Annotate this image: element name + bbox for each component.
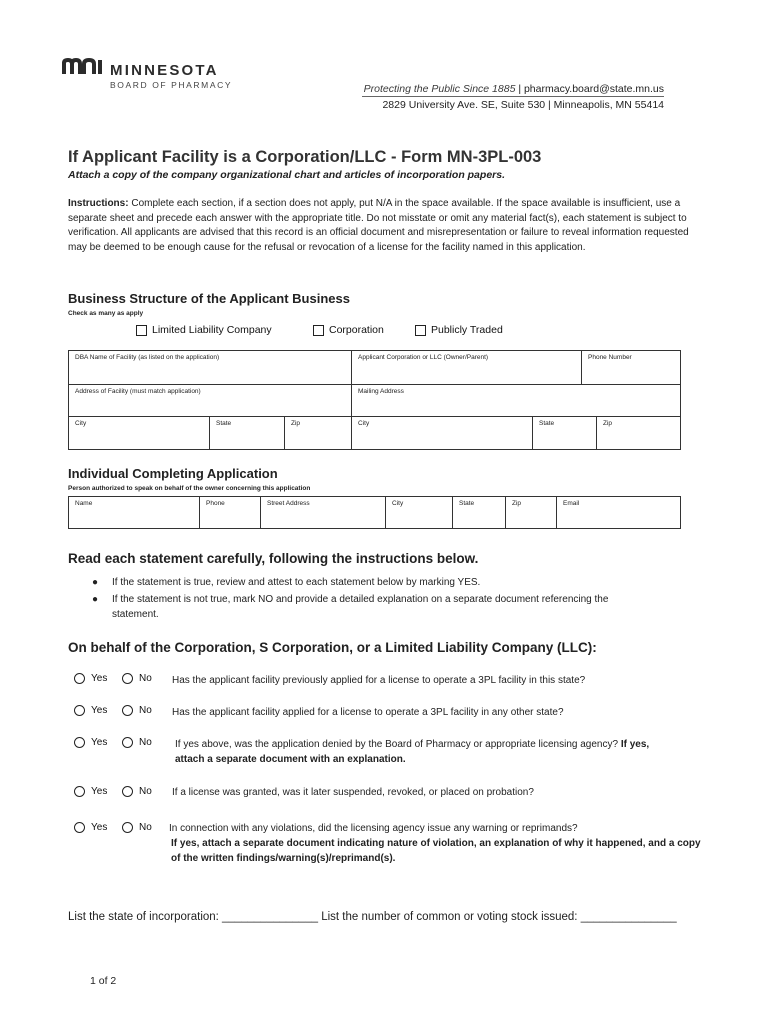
bullet-text: If the statement is true, review and attest to each statement below by marking YES.	[112, 577, 481, 588]
name-field[interactable]	[69, 497, 200, 528]
phone-label: Phone	[206, 500, 225, 507]
address-line: 2829 University Ave. SE, Suite 530 | Minneapolis, MN 55414	[382, 99, 664, 111]
dba-name-label: DBA Name of Facility (as listed on the application)	[75, 354, 220, 361]
phone-field[interactable]	[582, 351, 681, 385]
q1-no-radio[interactable]	[122, 673, 152, 684]
facility-address-label: Address of Facility (must match application)	[75, 388, 201, 395]
instruction-bullets	[92, 575, 652, 624]
no-label: No	[139, 737, 152, 748]
no-label: No	[139, 705, 152, 716]
individual-note: Person authorized to speak on behalf of the owner concerning this application	[68, 485, 311, 492]
list-item: ● If the statement is true, review and attest to each statement below by marking YES.	[92, 577, 481, 588]
email-field[interactable]	[557, 497, 681, 528]
form-subtitle: Attach a copy of the company organizational chart and articles of incorporation papers.	[68, 169, 505, 181]
question-text: Has the applicant facility applied for a license to operate a 3PL facility in any other state?	[172, 707, 564, 718]
zip-field-2[interactable]	[597, 417, 681, 450]
instructions	[68, 197, 693, 255]
business-note: Check as many as apply	[68, 310, 144, 317]
city-field-1[interactable]	[69, 417, 210, 450]
radio-circle[interactable]	[74, 673, 85, 684]
checkbox-llc[interactable]	[136, 324, 272, 336]
yes-label: Yes	[91, 673, 108, 684]
facility-address-field[interactable]	[69, 385, 352, 417]
read-heading: Read each statement carefully, following the instructions below.	[68, 551, 479, 566]
email-label: Email	[563, 500, 580, 507]
radio-circle[interactable]	[122, 673, 133, 684]
q5-yes-radio[interactable]	[74, 822, 107, 833]
no-label: No	[139, 673, 152, 684]
name-label: Name	[75, 500, 93, 507]
state-label: State	[539, 420, 555, 427]
street-address-field[interactable]	[261, 497, 386, 528]
state-field[interactable]	[453, 497, 506, 528]
instructions-label: Instructions:	[68, 198, 129, 209]
zip-label: Zip	[512, 500, 522, 507]
radio-circle[interactable]	[74, 737, 85, 748]
city-field-2[interactable]	[352, 417, 533, 450]
phone-field[interactable]	[200, 497, 261, 528]
no-label: No	[139, 822, 152, 833]
checkbox-llc-label: Limited Liability Company	[152, 324, 272, 336]
zip-field-1[interactable]	[285, 417, 352, 450]
separator: |	[515, 83, 524, 95]
zip-field[interactable]	[506, 497, 557, 528]
question-bold-text: If yes, attach a separate document indicating nature of violation, an explanation of why it happened, and a copy of the written findings/warning(s)/reprimand(s).	[171, 838, 701, 864]
checkbox-publicly-traded-label: Publicly Traded	[431, 324, 503, 336]
parent-label: Applicant Corporation or LLC (Owner/Parent)	[358, 354, 489, 361]
question-2	[172, 705, 712, 720]
yes-label: Yes	[91, 822, 108, 833]
checkbox-corporation[interactable]	[313, 324, 384, 336]
radio-circle[interactable]	[122, 737, 133, 748]
checkbox-publicly-traded[interactable]	[415, 324, 503, 336]
zip-label: Zip	[603, 420, 613, 427]
parent-field[interactable]	[352, 351, 582, 385]
checkbox-box[interactable]	[136, 325, 147, 336]
mailing-address-field[interactable]	[352, 385, 681, 417]
instructions-text: Complete each section, if a section does not apply, put N/A in the space available. If the space available is insufficient, use a separate sheet and precede each answer with the appropriate title. Do not misstate or omit any material fact(s), each statement is subject to verification. All applicants are advised that this record is an official document and misrepresentation or failure to reveal information requested may be deemed to be enough cause for the refusal or revocation of a license for the facility named in this application.	[68, 198, 689, 253]
form-title: If Applicant Facility is a Corporation/LLC - Form MN-3PL-003	[68, 148, 542, 166]
yes-label: Yes	[91, 705, 108, 716]
mn-logo-icon	[62, 58, 104, 76]
q3-no-radio[interactable]	[122, 737, 152, 748]
checkbox-corporation-label: Corporation	[329, 324, 384, 336]
city-label: City	[392, 500, 404, 507]
yes-label: Yes	[91, 737, 108, 748]
zip-label: Zip	[291, 420, 301, 427]
radio-circle[interactable]	[122, 705, 133, 716]
city-label: City	[358, 420, 370, 427]
radio-circle[interactable]	[122, 822, 133, 833]
radio-circle[interactable]	[74, 786, 85, 797]
q3-yes-radio[interactable]	[74, 737, 107, 748]
question-bold-text: If yes, attach a separate document with an explanation.	[175, 739, 650, 765]
yes-label: Yes	[91, 786, 108, 797]
q4-no-radio[interactable]	[122, 786, 152, 797]
state-field-1[interactable]	[210, 417, 285, 450]
email-link[interactable]: pharmacy.board@state.mn.us	[523, 83, 664, 95]
page-number: 1 of 2	[90, 975, 117, 987]
state-label: State	[216, 420, 232, 427]
business-heading: Business Structure of the Applicant Business	[68, 291, 350, 306]
state-field-2[interactable]	[533, 417, 597, 450]
bullet-text: If the statement is not true, mark NO and provide a detailed explanation on a separate document referencing the statement.	[112, 594, 609, 620]
question-3	[175, 737, 675, 767]
question-text: In connection with any violations, did the licensing agency issue any warning or reprimands?	[169, 823, 578, 834]
no-label: No	[139, 786, 152, 797]
dba-name-field[interactable]	[69, 351, 352, 385]
radio-circle[interactable]	[74, 822, 85, 833]
contact-line-1	[364, 83, 664, 95]
q2-yes-radio[interactable]	[74, 705, 107, 716]
city-field[interactable]	[386, 497, 453, 528]
q4-yes-radio[interactable]	[74, 786, 107, 797]
q1-yes-radio[interactable]	[74, 673, 107, 684]
tagline: Protecting the Public Since 1885	[363, 83, 516, 95]
state-label: State	[459, 500, 475, 507]
radio-circle[interactable]	[74, 705, 85, 716]
mn-logo	[62, 58, 104, 76]
q2-no-radio[interactable]	[122, 705, 152, 716]
q5-no-radio[interactable]	[122, 822, 152, 833]
business-info-table	[68, 350, 681, 450]
question-5	[169, 821, 704, 866]
question-4	[172, 785, 712, 800]
list-item: ● If the statement is not true, mark NO and provide a detailed explanation on a separate document referencing the statement.	[92, 594, 609, 620]
phone-label: Phone Number	[588, 354, 632, 361]
logo-name: MINNESOTA	[110, 62, 219, 79]
incorporation-line[interactable]: List the state of incorporation: _______________ List the number of common or voting stock issued: _______________	[68, 911, 677, 923]
individual-heading: Individual Completing Application	[68, 466, 278, 481]
checkbox-box[interactable]	[313, 325, 324, 336]
individual-table	[68, 496, 681, 529]
logo-subtitle: BOARD OF PHARMACY	[110, 80, 233, 90]
question-text: If yes above, was the application denied by the Board of Pharmacy or appropriate licensing agency?	[175, 739, 621, 750]
behalf-heading: On behalf of the Corporation, S Corporation, or a Limited Liability Company (LLC):	[68, 640, 597, 655]
header-rule	[362, 96, 664, 97]
radio-circle[interactable]	[122, 786, 133, 797]
city-label: City	[75, 420, 87, 427]
checkbox-box[interactable]	[415, 325, 426, 336]
question-text: If a license was granted, was it later suspended, revoked, or placed on probation?	[172, 787, 534, 798]
mailing-address-label: Mailing Address	[358, 388, 404, 395]
street-address-label: Street Address	[267, 500, 310, 507]
question-1	[172, 673, 712, 688]
question-text: Has the applicant facility previously applied for a license to operate a 3PL facility in this state?	[172, 675, 586, 686]
